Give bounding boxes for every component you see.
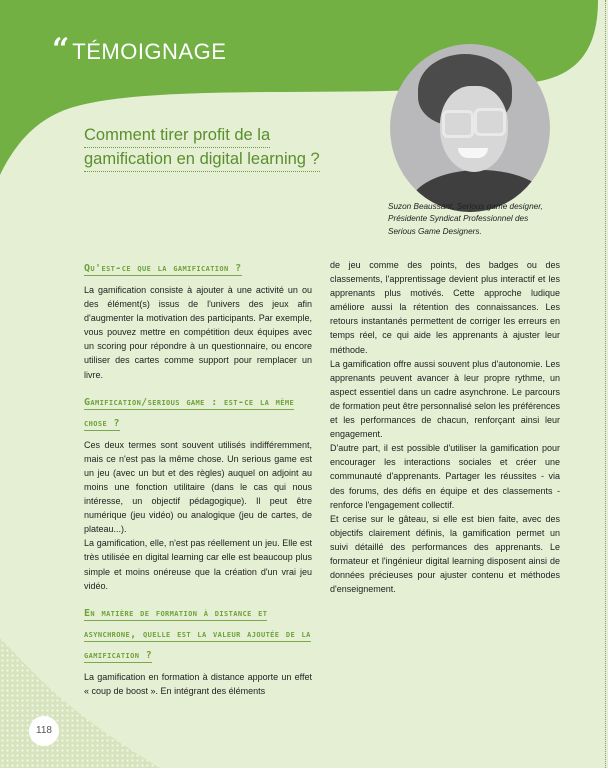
page-number: 118	[29, 716, 59, 746]
subheading-added-value: En matière de formation à distance et asynchrone, quelle est la valeur ajoutée de la gamification ?	[84, 607, 311, 661]
portrait-caption	[388, 201, 578, 238]
question-line-2: gamification en digital learning ?	[84, 148, 320, 172]
paragraph: La gamification offre aussi souvent plus d'autonomie. Les apprenants peuvent avancer à leur propre rythme, un aspect essentiel dans un cadre asynchrone. Le parcours de formation peut être personnalisé selon les préférences et les performances de chacun, renforçant ainsi leur engagement.	[330, 358, 560, 440]
question-line-1: Comment tirer profit de la	[84, 124, 270, 148]
glasses-icon	[474, 108, 506, 136]
caption-line-3: Serious Game Designers.	[388, 226, 482, 236]
article-left-column	[84, 258, 312, 698]
paragraph: La gamification, elle, n'est pas réellement un jeu. Elle est très utilisée en digital learning car elle est beaucoup plus simple et moins onéreuse que la création d'un vrai jeu vidéo.	[84, 538, 312, 591]
subheading-what-is-gamification: Qu'est-ce que la gamification ?	[84, 263, 242, 274]
glasses-icon	[442, 110, 474, 138]
subheading-gamification-vs-serious-game: Gamification/serious game : est-ce la même chose ?	[84, 396, 295, 429]
paragraph: Ces deux termes sont souvent utilisés indifféremment, mais ce n'est pas la même chose. Un serious game est un jeu (avec un but et des règles) auquel on adjoint au moins une fonction utilitaire (dans le cas qui nous intéresse, un objectif pédagogique). Il peut être numérique (jeu vidéo) ou analogique (jeu de cartes, de plateau...).	[84, 439, 312, 535]
section-title: TÉMOIGNAGE	[72, 39, 227, 64]
paragraph: La gamification en formation à distance apporte un effet « coup de boost ». En intégrant des éléments	[84, 671, 312, 696]
paragraph: La gamification consiste à ajouter à une activité un ou des élément(s) issus de l'univers des jeux afin d'augmenter la motivation des participants. Par exemple, vous pouvez mettre en compétition deux équipes avec un scoring pour répondre à un questionnaire, ou encore utiliser des cartes comme support pour remplacer un livre.	[84, 285, 312, 380]
article-right-column	[330, 258, 560, 596]
paragraph: de jeu comme des points, des badges ou des classements, l'apprentissage devient plus interactif et les apprenants plus motivés. Cette approche ludique améliore aussi la rétention des connaissances. Les retours instantanés permettent de corriger les erreurs en temps réel, ce qui aide les apprenants à ajuster leur méthode.	[330, 260, 560, 355]
paragraph: D'autre part, il est possible d'utiliser la gamification pour encourager les interactions sociales et créer une communauté d'apprenants. Partager les réussites - via des forums, des défis en équipe et des classements - renforce l'engagement collectif.	[330, 443, 560, 510]
quote-mark-icon: “	[52, 32, 70, 67]
paragraph: Et cerise sur le gâteau, si elle est bien faite, avec des objectifs clairement définis, la gamification permet un suivi détaillé des performances des apprenants. Le formateur et l'ingénieur digital learning disposent ainsi de données précieuses pour ajuster contenu et méthodes d'enseignement.	[330, 513, 560, 595]
portrait-photo	[390, 44, 550, 212]
section-header	[52, 32, 227, 67]
caption-line-2: Présidente Syndicat Professionnel des	[388, 214, 529, 224]
page-trim-border	[605, 0, 606, 768]
caption-line-1: Suzon Beaussant, Serious game designer,	[388, 202, 543, 211]
interview-question	[84, 124, 320, 172]
